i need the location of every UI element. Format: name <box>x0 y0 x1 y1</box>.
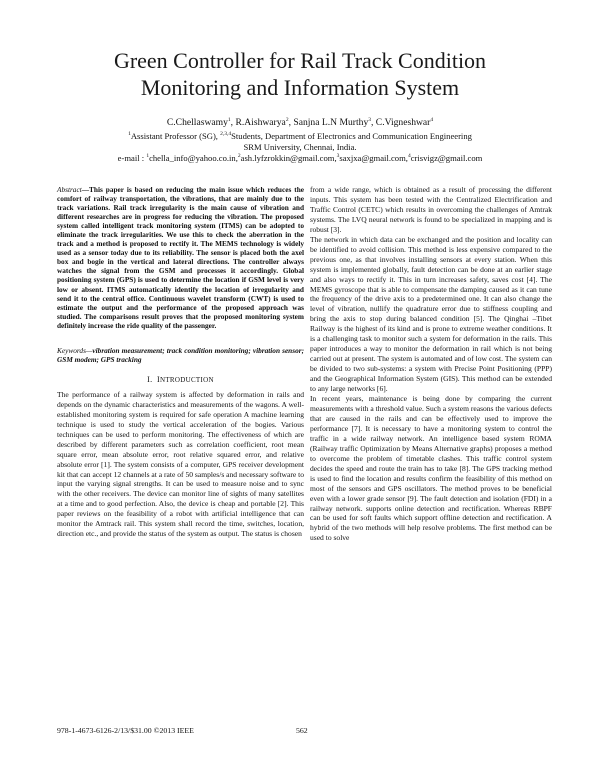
author-1-mark: 1 <box>227 116 231 123</box>
affil-department: Students, Department of Electronics and Communication Engineering <box>231 131 472 141</box>
email-4[interactable]: crisvigz@gmail.com <box>410 153 483 163</box>
affil-mark-1: 1 <box>128 131 131 138</box>
paper-title <box>0 47 600 101</box>
right-paragraph-3: In recent years, maintenance is being done by comparing the current measurements with a threshold value. Such a system reasons the various defects that are caused in the rails and can be effectively used to improve the performance [7]. It is necessary to have a monitoring system to control the traffic in a wide railway network. An intelligence based system ROMA (Railway traffic Optimization by Means Alternative graphs) proposes a method to overcome the problem of timetable clashes. This traffic control system decides the speed and route the train has to take [8]. The GPS tracking method is used to find the location and results confirm the feasibility of this method on most of the sensors and GPS oscillators. The method proves to be beneficial even with a lower grade sensor [9]. The fault detection and isolation (FDI) in a railway network. supports online detection and rectification. Whereas RBPF can be used for soft faults which support offline detection and rectification. A hybrid of the two methods will help resolve problems. The first method can be used to solve <box>310 394 552 543</box>
abstract-text: This paper is based on reducing the main issue which reduces the comfort of railway transportation, the vibrations, that are mainly due to the track variations. Rail track irregularity is the main cause of vibration and different researches are in progress for reducing the vibration. The proposed system called intelligent track monitoring system (ITMS) can be adopted to eliminate the track irregularities. We use this to check the aberration in the track and a method is proposed to rectify it. The MEMS technology is widely used as a sensor today due to its reliability. The sensor is placed both the axel box and bogie in the vertical and lateral directions. The controller always watches the signal from the GSM and processes it accordingly. Global positioning system (GPS) is used to determine the location if GSM level is very low or absent. ITMS automatically identify the location of irregularity and send it to the central office. Continuous wavelet transform (CWT) is used to estimate the output and the performance of the proposed approach was studied. The comparisons result proves that the proposed monitoring system definitely increase the ride quality of the passenger. <box>57 185 304 330</box>
section-title-rest: NTRODUCTION <box>159 375 214 384</box>
email-4-mark: 4 <box>407 153 411 160</box>
section-title-first: I <box>157 374 160 384</box>
keywords-text: vibration measurement; track condition monitoring; vibration sensor; GSM modem; GPS tracking <box>57 345 304 364</box>
author-1: C.Chellaswamy <box>166 117 228 128</box>
affiliation-line-1 <box>0 131 600 142</box>
intro-paragraph: The performance of a railway system is affected by deformation in rails and depends on the dynamic characteristics and measurements of the wagons. A well-established monitoring system is required for safe operation A machine learning technique is used to study the vertical acceleration of the bogies. Various techniques can be used to perform monitoring. The effectiveness of which are described by different parameters such as correlation coefficient, root mean square error, mean absolute error, root relative squared error, and relative absolute error [1]. The system consists of a computer, GPS receiver development kit that can accept 12 channels at a rate of 50 samples/s and necessary software to input the varying signal strengths. It can be used to measure noise and to sync with the other receivers. The device can monitor line of sights of many satellites at a time and to good perfection. Also, the device is cheap and portable [2]. This paper reviews on the feasibility of a robot with artificial intelligence that can monitor the Amtrack rail. This system shall record the time, switches, location, direction etc., and provide the status of the system as output. The status is chosen <box>57 389 304 539</box>
email-1-mark: 1 <box>146 153 150 160</box>
email-label: e-mail : <box>117 153 147 163</box>
page-number: 562 <box>296 726 308 735</box>
right-paragraph-2: The network in which data can be exchanged and the position and locality can be identified to avoid collision. This method is less expensive compared to the previous one, as that involves installing sensors at every station. When this system is implemented globally, fault detection can be done at an earlier stage and also ways to rectify it. This in turn increases safety, saves cost [4]. The MEMS gyroscope that is able to compensate the damping caused as it can tune the frequency of the drive axis to a predetermined one. It can also change the level of vibration, nullify the quadrature error due to stiffness coupling and bring the axis to stop during balanced condition [5]. The Qinghai –Tibet Railway is the highest of its kind and is prone to extreme weather conditions. It is a challenging task to monitor such a system for deformation in the rails. This paper introduces a way to monitor the deformation in rail which is not being carried out at present. The system is automated and of low cost. The system can be divided to two sub-systems: a system with Precise Point Positioning (PPP) and the Geographical Information System (GIS). This method can be extended to any large networks [6]. <box>310 234 552 394</box>
author-2-mark: 2 <box>285 116 289 123</box>
email-1[interactable]: chella_info@yahoo.co.in <box>149 153 236 163</box>
abstract-dash: — <box>81 185 90 194</box>
footer-copyright: 978-1-4673-6126-2/13/$31.00 ©2013 IEEE <box>57 726 194 735</box>
left-column <box>57 185 304 539</box>
keywords <box>57 346 304 364</box>
author-2: , R.Aishwarya <box>230 117 286 128</box>
affil-mark-2: 2,3,4 <box>220 131 232 138</box>
affil-role: Assistant Professor (SG), <box>130 131 221 141</box>
author-list <box>0 117 600 129</box>
author-4: , C.Vigneshwar <box>371 117 431 128</box>
title-line-2: Monitoring and Information System <box>140 75 460 100</box>
author-3-mark: 3 <box>368 116 371 123</box>
title-line-1: Green Controller for Rail Track Condition <box>113 48 487 73</box>
right-column <box>310 185 552 543</box>
affiliation-line-2: SRM University, Chennai, India. <box>243 142 357 152</box>
author-4-mark: 4 <box>430 116 434 123</box>
section-heading-introduction <box>57 375 304 386</box>
email-2[interactable]: ash.lyfzrokkin@gmail.com <box>240 153 335 163</box>
keywords-lead: Keywords— <box>57 345 93 355</box>
affiliation-block <box>0 131 600 164</box>
email-3[interactable]: saxjxa@gmail.com <box>339 153 406 163</box>
email-line: e-mail : $^1$chella_info@yahoo.co.in,$^2$ash.lyfzrokkin@gmail.com,$^3$saxjxa@gmail.com,$^4$crisvigz@gmail.com <box>117 153 483 163</box>
email-3-mark: 3 <box>336 153 340 160</box>
abstract-lead: Abstract <box>57 185 82 194</box>
section-number: I. <box>147 374 153 384</box>
abstract <box>57 185 304 330</box>
author-3: , Sanjna L.N Murthy <box>288 117 369 128</box>
email-2-mark: 2 <box>237 153 241 160</box>
right-paragraph-1: from a wide range, which is obtained as a result of processing the different inputs. This system has been tested with the Centralized Electrification and Traffic Control (CETC) which results in overcoming the challenges of Amtrak systems. The LVQ neural network is found to be specialized in mapping and is robust [3]. <box>310 185 552 234</box>
